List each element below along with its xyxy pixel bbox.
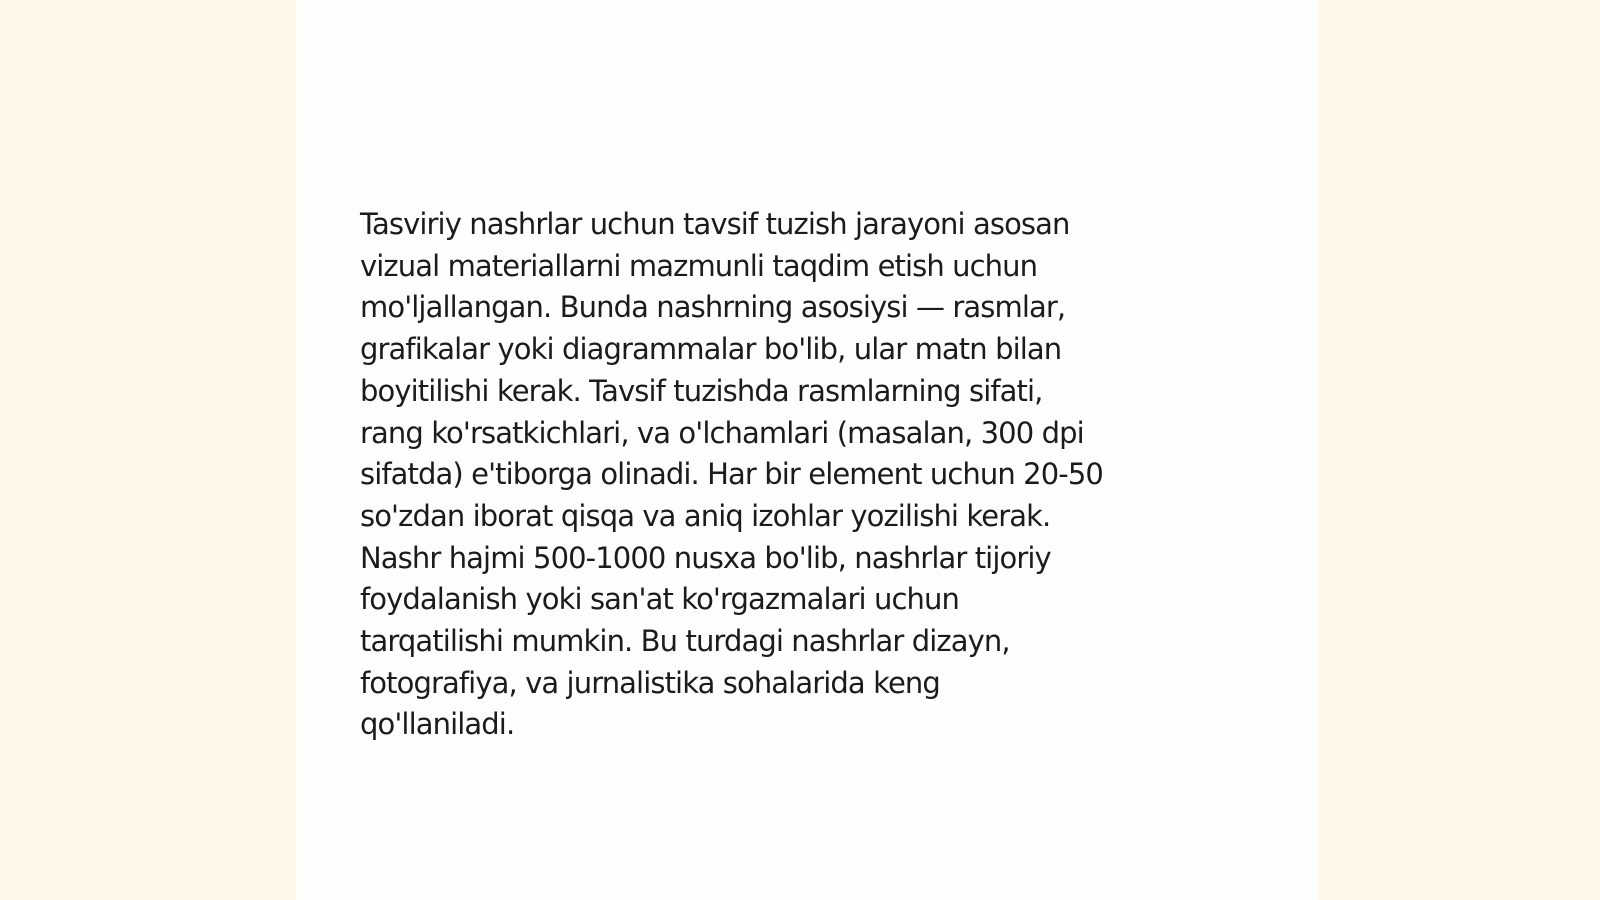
document-page	[296, 0, 1318, 900]
body-paragraph: Tasviriy nashrlar uchun tavsif tuzish jarayoni asosan vizual materiallarni mazmunli taqdim etish uchun mo'ljallangan. Bunda nashrning asosiysi — rasmlar, grafikalar yoki diagrammalar bo'lib, ular matn bilan boyitilishi kerak. Tavsif tuzishda rasmlarning sifati, rang ko'rsatkichlari, va o'lchamlari (masalan, 300 dpi sifatda) e'tiborga olinadi. Har bir element uchun 20-50 so'zdan iborat qisqa va aniq izohlar yozilishi kerak. Nashr hajmi 500-1000 nusxa bo'lib, nashrlar tijoriy foydalanish yoki san'at ko'rgazmalari uchun tarqatilishi mumkin. Bu turdagi nashrlar dizayn, fotografiya, va jurnalistika sohalarida keng qo'llaniladi.	[360, 207, 1103, 742]
